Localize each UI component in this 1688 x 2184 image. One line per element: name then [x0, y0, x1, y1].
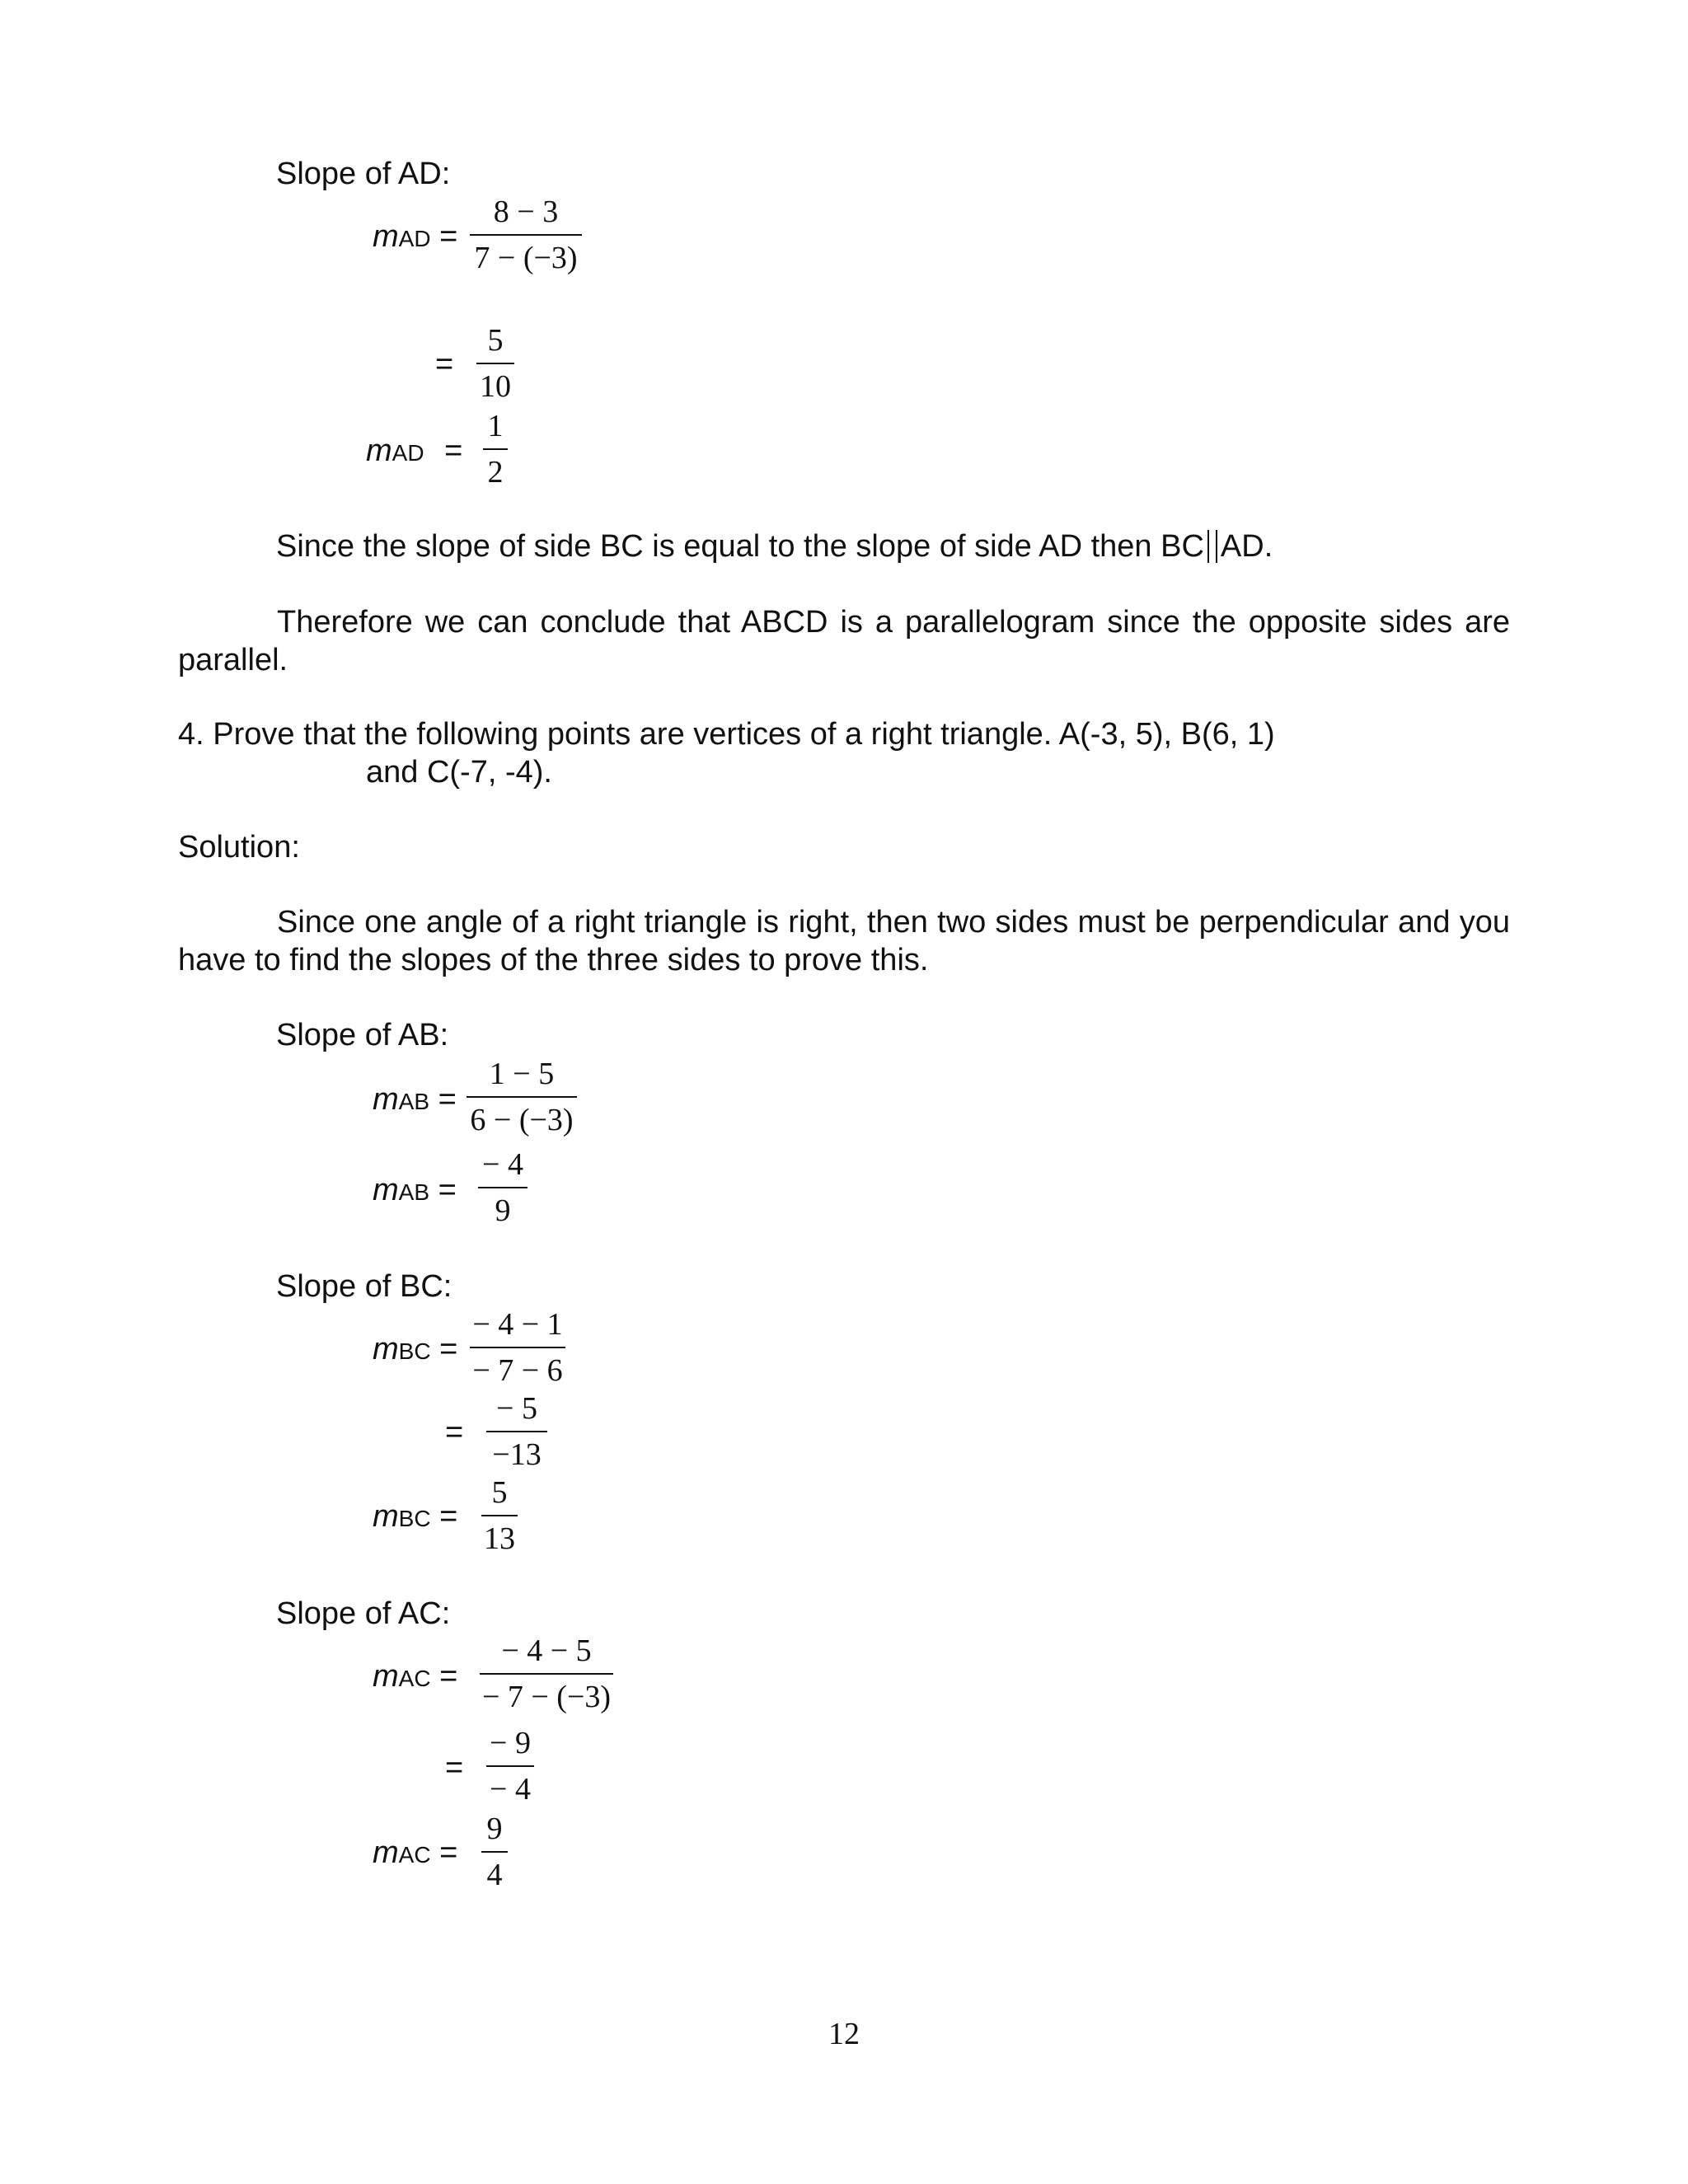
slope-ad-lhs-1	[373, 218, 457, 257]
fraction-bar	[470, 1347, 565, 1348]
denominator: 6 − (−3)	[470, 1103, 574, 1137]
denominator: − 7 − (−3)	[481, 1680, 612, 1714]
slope-subscript: AB	[398, 1179, 430, 1205]
numerator: 1 − 5	[489, 1057, 555, 1091]
fraction-bar	[486, 1765, 534, 1767]
slope-ab-fraction-1	[467, 1055, 577, 1139]
slope-subscript: AC	[398, 1666, 431, 1691]
slope-ad-lhs-2	[366, 433, 462, 471]
slope-ab-heading: Slope of AB:	[276, 1018, 449, 1052]
slope-ac-fraction-3	[481, 1810, 508, 1894]
equals-sign: =	[435, 347, 454, 382]
conclusion-text: Therefore we can conclude that ABCD is a parallelogram since the opposite sides are parallel.	[178, 605, 1510, 677]
slope-symbol: m	[373, 1173, 399, 1207]
equals-sign: =	[439, 1332, 458, 1366]
numerator: 9	[486, 1811, 503, 1846]
equals-sign: =	[445, 1750, 464, 1785]
slope-symbol: m	[373, 1659, 399, 1694]
statement-end: AD.	[1220, 529, 1273, 564]
fraction-bar	[476, 363, 514, 364]
conclusion-paragraph	[178, 603, 1510, 679]
fraction-bar	[486, 1431, 547, 1432]
numerator: − 5	[496, 1391, 537, 1426]
slope-ad-fraction-2	[476, 321, 514, 405]
slope-ac-fraction-2	[486, 1724, 534, 1808]
fraction-bar	[480, 1673, 613, 1675]
slope-bc-fraction-1	[470, 1305, 565, 1390]
statement-text: Since the slope of side BC is equal to the slope of side AD then BC	[276, 529, 1204, 564]
equals-sign: =	[438, 1173, 457, 1207]
bc-parallel-ad-statement	[276, 527, 1273, 565]
fraction-bar	[481, 1515, 518, 1516]
parallel-symbol-icon	[1207, 530, 1217, 563]
explanation-text: Since one angle of a right triangle is right, then two sides must be perpendicular and you have to find the slopes of the three sides to prove this.	[178, 905, 1510, 977]
equals-sign: =	[439, 219, 458, 254]
numerator: − 4 − 5	[501, 1633, 592, 1668]
equals-sign: =	[444, 434, 463, 468]
fraction-bar	[470, 234, 582, 236]
slope-bc-fraction-2	[486, 1390, 547, 1474]
slope-symbol: m	[373, 219, 399, 254]
slope-bc-lhs-1	[373, 1331, 457, 1370]
slope-ab-fraction-2	[478, 1146, 528, 1230]
slope-ad-fraction-3	[483, 407, 508, 491]
equals-sign: =	[439, 1835, 458, 1870]
denominator: 2	[487, 455, 504, 490]
numerator: 1	[487, 409, 504, 443]
solution-label: Solution:	[178, 830, 300, 865]
denominator: 7 − (−3)	[474, 241, 578, 275]
equals-sign: =	[439, 1499, 458, 1534]
slope-subscript: AB	[398, 1089, 430, 1114]
problem-4-statement: 4. Prove that the following points are vertices of a right triangle. A(-3, 5), B(6, 1)	[178, 717, 1275, 752]
slope-subscript: AC	[398, 1842, 431, 1868]
numerator: 5	[491, 1475, 508, 1510]
slope-subscript: BC	[398, 1506, 431, 1531]
fraction-bar	[467, 1096, 577, 1098]
numerator: − 9	[490, 1726, 531, 1760]
slope-ad-fraction-1	[470, 193, 582, 277]
numerator: 8 − 3	[493, 194, 559, 229]
page-number: 12	[828, 2017, 860, 2051]
slope-ac-lhs-2	[373, 1835, 457, 1873]
slope-subscript: BC	[398, 1338, 431, 1364]
slope-bc-lhs-2	[373, 1498, 457, 1537]
slope-ad-heading: Slope of AD:	[276, 157, 451, 191]
denominator: 13	[484, 1521, 515, 1556]
equals-sign: =	[438, 1082, 457, 1117]
slope-ac-fraction-1	[480, 1632, 613, 1716]
slope-symbol: m	[373, 1835, 399, 1870]
slope-bc-heading: Slope of BC:	[276, 1269, 452, 1304]
slope-symbol: m	[366, 434, 392, 468]
fraction-bar	[478, 1187, 528, 1188]
fraction-bar	[483, 448, 508, 450]
problem-4-statement-cont: and C(-7, -4).	[366, 755, 552, 790]
slope-ac-heading: Slope of AC:	[276, 1596, 451, 1631]
slope-ab-lhs-2	[373, 1172, 457, 1211]
denominator: 9	[495, 1193, 511, 1228]
numerator: − 4 − 1	[472, 1307, 563, 1342]
numerator: 5	[487, 323, 504, 358]
equals-sign: =	[439, 1659, 458, 1694]
slope-subscript: AD	[398, 226, 431, 251]
slope-symbol: m	[373, 1082, 399, 1117]
fraction-bar	[481, 1851, 508, 1853]
slope-symbol: m	[373, 1332, 399, 1366]
denominator: − 4	[490, 1772, 531, 1807]
slope-ab-lhs-1	[373, 1081, 457, 1120]
denominator: − 7 − 6	[472, 1353, 563, 1388]
equals-sign: =	[445, 1415, 464, 1450]
slope-ac-lhs-1	[373, 1658, 457, 1697]
slope-subscript: AD	[392, 440, 424, 466]
explanation-paragraph	[178, 903, 1510, 979]
numerator: − 4	[482, 1147, 523, 1182]
denominator: −13	[492, 1437, 542, 1472]
denominator: 10	[480, 369, 511, 404]
slope-symbol: m	[373, 1499, 399, 1534]
slope-bc-fraction-3	[481, 1474, 518, 1558]
denominator: 4	[486, 1858, 503, 1892]
